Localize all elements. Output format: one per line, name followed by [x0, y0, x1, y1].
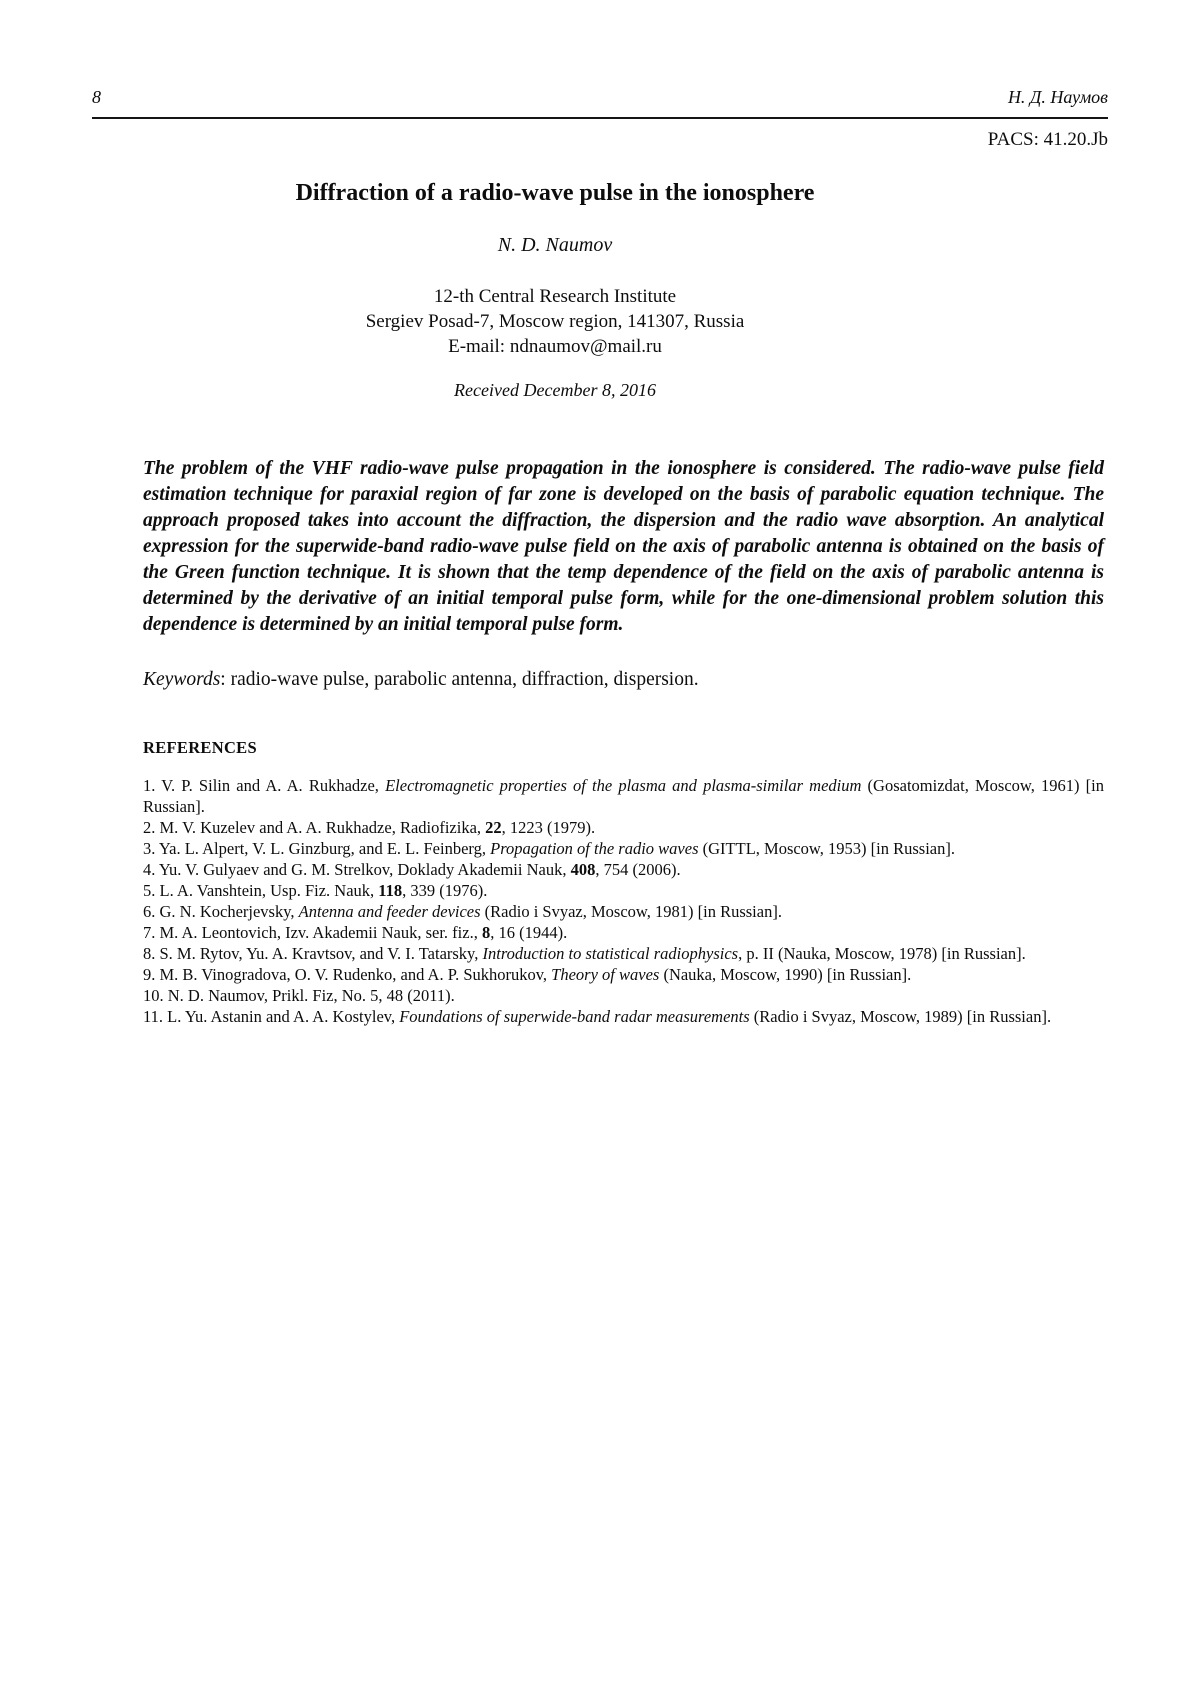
reference-text: , 16 (1944).: [490, 923, 568, 942]
reference-work-title: Foundations of superwide-band radar measurements: [399, 1007, 750, 1026]
reference-text: , 339 (1976).: [402, 881, 488, 900]
abstract-text: The problem of the VHF radio-wave pulse propagation in the ionosphere is considered. The radio-wave pulse field estimation technique for paraxial region of far zone is developed on the basis of parabolic equation technique. The approach proposed takes into account the diffraction, the dispersion and the radio wave absorption. An analytical expression for the superwide-band radio-wave pulse field on the axis of parabolic antenna is obtained on the basis of the Green function technique. It is shown that the temp dependence of the field on the axis of parabolic antenna is determined by the derivative of an initial temporal pulse form, while for the one-dimensional problem solution this dependence is determined by an initial temporal pulse form.: [143, 458, 1104, 635]
reference-item: [143, 859, 1104, 880]
reference-item: [143, 943, 1104, 964]
reference-volume: 22: [485, 818, 502, 837]
reference-text: 6. G. N. Kocherjevsky,: [143, 902, 299, 921]
reference-item: [143, 985, 1104, 1006]
reference-text: (GITTL, Moscow, 1953) [in Russian].: [698, 839, 955, 858]
reference-item: [143, 838, 1104, 859]
pacs-code: PACS: 41.20.Jb: [987, 129, 1108, 150]
keywords-text: : radio-wave pulse, parabolic antenna, diffraction, dispersion.: [220, 669, 699, 690]
affiliation-line: Sergiev Posad-7, Moscow region, 141307, Russia: [365, 311, 745, 332]
reference-text: (Radio i Svyaz, Moscow, 1989) [in Russian].: [749, 1007, 1052, 1026]
reference-work-title: Propagation of the radio waves: [490, 839, 699, 858]
page-number: 8: [92, 87, 101, 107]
reference-text: (Radio i Svyaz, Moscow, 1981) [in Russian].: [480, 902, 782, 921]
paper-title: Diffraction of a radio-wave pulse in the ionosphere: [295, 180, 815, 206]
paper-body: [143, 456, 1104, 1027]
reference-text: (Nauka, Moscow, 1990) [in Russian].: [659, 965, 912, 984]
reference-work-title: Introduction to statistical radiophysics: [482, 944, 739, 963]
keywords-label: Keywords: [143, 669, 221, 690]
references-heading: REFERENCES: [143, 738, 257, 757]
reference-text: 7. M. A. Leontovich, Izv. Akademii Nauk, ser. fiz.,: [143, 923, 482, 942]
running-author: Н. Д. Наумов: [1007, 87, 1108, 107]
reference-item: [143, 817, 1104, 838]
author-name: N. D. Naumov: [497, 234, 613, 256]
title-block: [92, 178, 1018, 401]
affiliation-block: [92, 284, 1018, 359]
reference-text: 2. M. V. Kuzelev and A. A. Rukhadze, Radiofizika,: [143, 818, 486, 837]
reference-text: 10. N. D. Naumov, Prikl. Fiz, No. 5, 48 (2011).: [143, 986, 455, 1005]
reference-item: [143, 964, 1104, 985]
header-rule: [92, 117, 1108, 119]
reference-item: [143, 775, 1104, 817]
reference-text: 3. Ya. L. Alpert, V. L. Ginzburg, and E. L. Feinberg,: [143, 839, 491, 858]
running-head: [92, 86, 1108, 108]
page-header: [92, 86, 1108, 151]
reference-text: (Gosatomizdat, Moscow, 1961) [in Russian].: [143, 776, 1105, 816]
reference-text: , 754 (2006).: [595, 860, 681, 879]
reference-volume: 408: [570, 860, 596, 879]
reference-item: [143, 1006, 1104, 1027]
reference-work-title: Theory of waves: [551, 965, 660, 984]
received-date: Received December 8, 2016: [454, 380, 656, 400]
reference-item: [143, 901, 1104, 922]
reference-volume: 118: [378, 881, 403, 900]
affiliation-line: 12-th Central Research Institute: [433, 286, 677, 307]
reference-volume: 8: [481, 923, 491, 942]
reference-item: [143, 880, 1104, 901]
reference-text: 1. V. P. Silin and A. A. Rukhadze,: [143, 776, 386, 795]
reference-work-title: Antenna and feeder devices: [298, 902, 481, 921]
reference-item: [143, 922, 1104, 943]
reference-text: 4. Yu. V. Gulyaev and G. M. Strelkov, Doklady Akademii Nauk,: [143, 860, 571, 879]
affiliation-email: E-mail: ndnaumov@mail.ru: [448, 336, 662, 357]
references-list: [143, 775, 1104, 1027]
reference-text: 9. M. B. Vinogradova, O. V. Rudenko, and A. P. Sukhorukov,: [143, 965, 552, 984]
reference-text: 5. L. A. Vanshtein, Usp. Fiz. Nauk,: [143, 881, 379, 900]
keywords-line: [143, 668, 1104, 692]
reference-text: 8. S. M. Rytov, Yu. A. Kravtsov, and V. I. Tatarsky,: [143, 944, 483, 963]
reference-text: , 1223 (1979).: [501, 818, 596, 837]
reference-work-title: Electromagnetic properties of the plasma and plasma-similar medium: [385, 776, 862, 795]
reference-text: , p. II (Nauka, Moscow, 1978) [in Russian].: [738, 944, 1026, 963]
reference-text: 11. L. Yu. Astanin and A. A. Kostylev,: [143, 1007, 400, 1026]
